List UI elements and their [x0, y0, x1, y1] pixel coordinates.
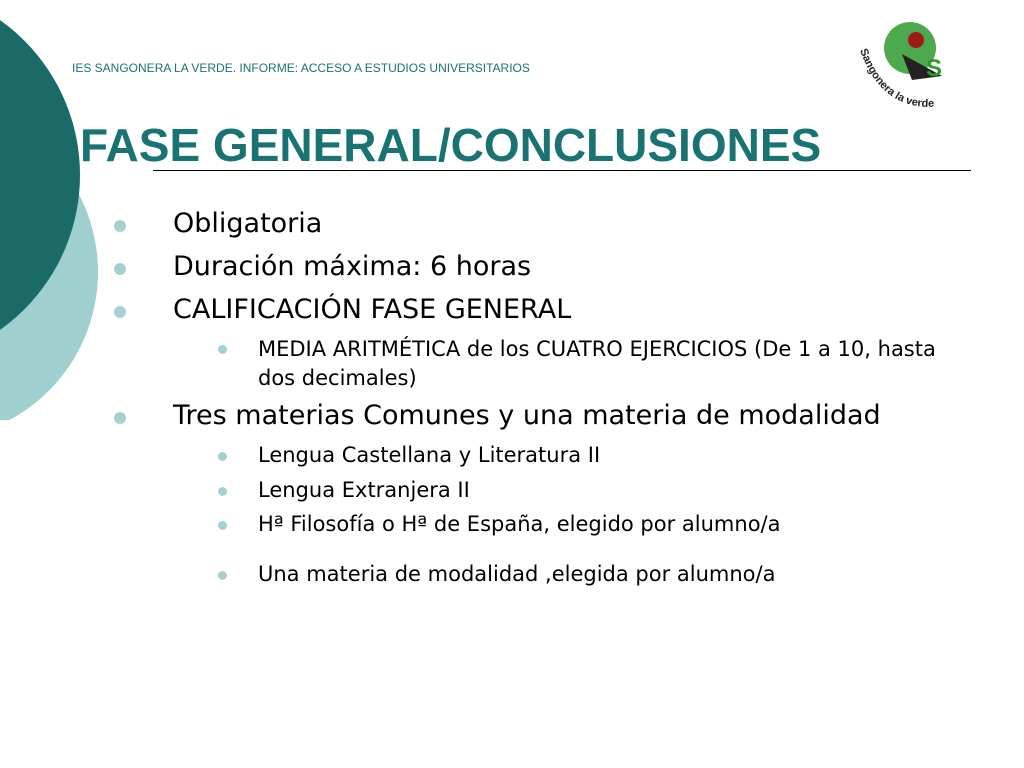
header-text: IES SANGONERA LA VERDE. INFORME: ACCESO A ESTUDIOS UNIVERSITARIOS [72, 61, 530, 75]
bullet-dot [114, 412, 126, 424]
list-item: CALIFICACIÓN FASE GENERAL [173, 294, 572, 325]
sub-bullet-dot [218, 452, 227, 461]
list-item: Tres materias Comunes y una materia de modalidad [173, 400, 881, 431]
bullet-dot [114, 306, 126, 318]
bullet-dot [114, 220, 126, 232]
sub-list-item: MEDIA ARITMÉTICA de los CUATRO EJERCICIOS (De 1 a 10, hasta dos decimales) [258, 337, 936, 390]
bullet-dot [114, 263, 126, 275]
sub-bullet-dot [218, 487, 227, 496]
sub-list-item: Hª Filosofía o Hª de España, elegido por alumno/a [258, 512, 781, 536]
sub-list-item: Lengua Extranjera II [258, 478, 470, 502]
sub-list-item: Lengua Castellana y Literatura II [258, 443, 601, 467]
sub-bullet-dot [218, 571, 227, 580]
page-title: FASE GENERAL/CONCLUSIONES [80, 119, 822, 171]
sub-bullet-dot [218, 521, 227, 530]
logo-arc-text: Sangonera la verde [857, 47, 935, 110]
list-item: Duración máxima: 6 horas [173, 251, 532, 282]
sub-bullet-dot [218, 345, 227, 354]
logo-monogram: S [926, 55, 943, 82]
list-item: Obligatoria [173, 208, 323, 239]
sub-list-item: Una materia de modalidad ,elegida por alumno/a [258, 562, 776, 586]
